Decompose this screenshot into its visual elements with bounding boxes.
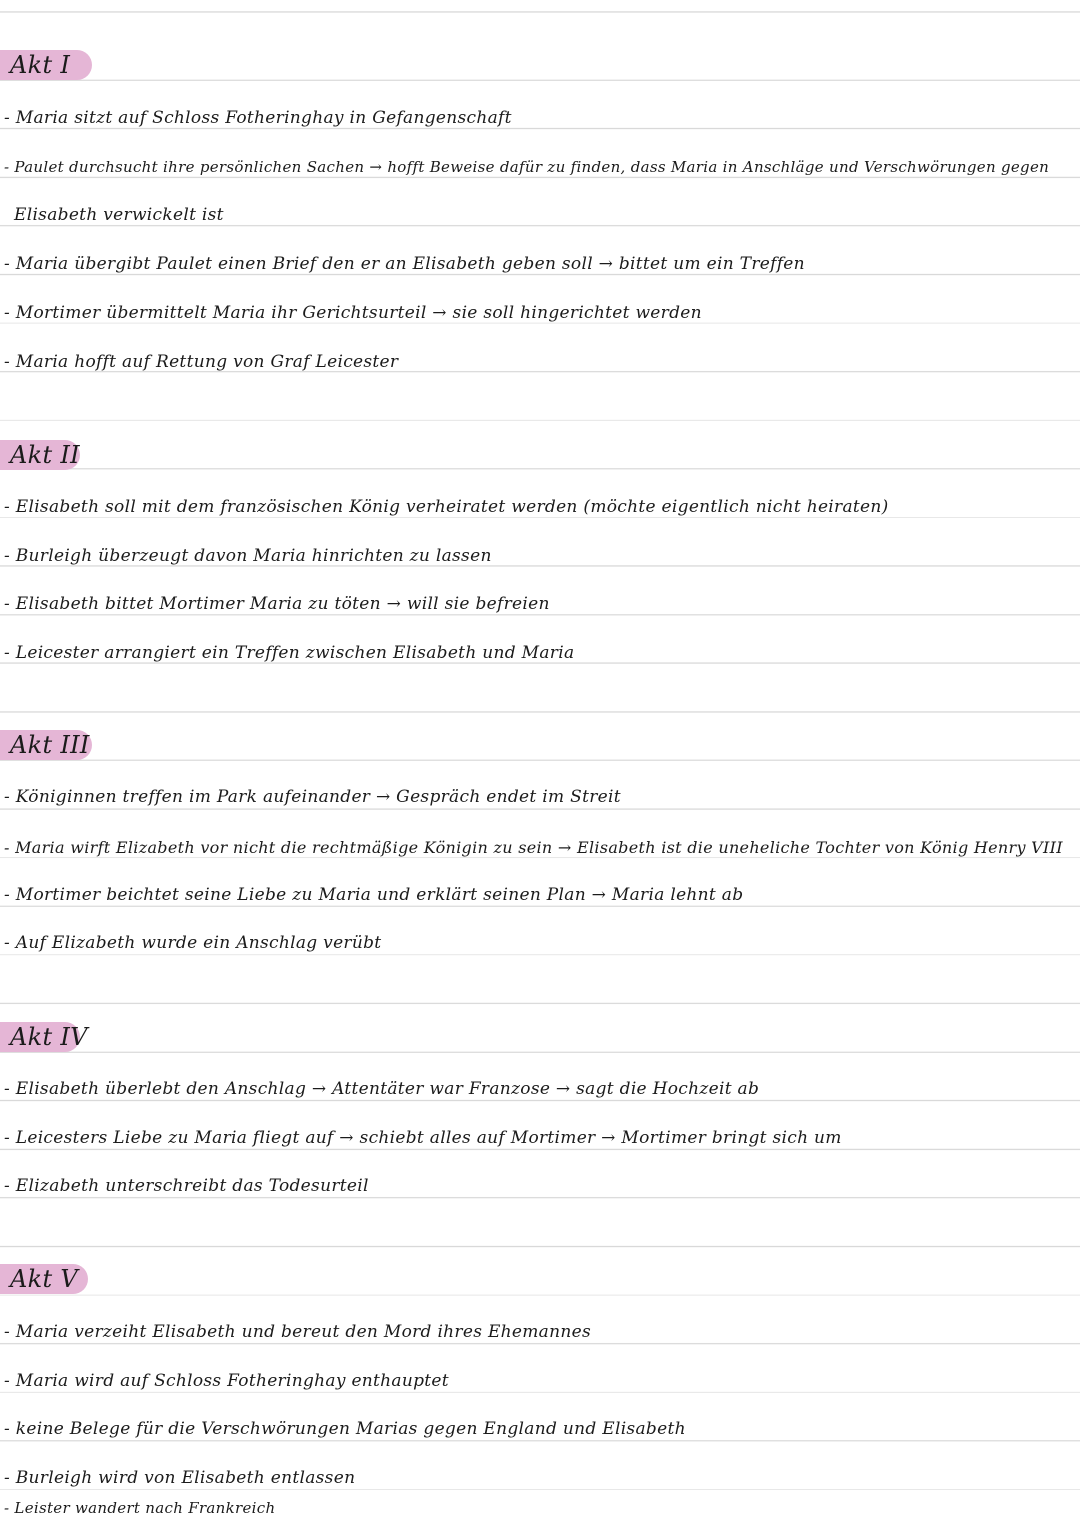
note-line: - Elisabeth bittet Mortimer Maria zu töten → will sie befreien: [4, 594, 550, 614]
note-line: - Maria verzeiht Elisabeth und bereut den Mord ihres Ehemannes: [4, 1322, 591, 1342]
note-line: - Mortimer übermittelt Maria ihr Gerichtsurteil → sie soll hingerichtet werden: [4, 303, 702, 323]
note-line: - Maria übergibt Paulet einen Brief den er an Elisabeth geben soll → bittet um ein Treffen: [4, 254, 805, 274]
note-line: - keine Belege für die Verschwörungen Marias gegen England und Elisabeth: [4, 1419, 686, 1439]
heading-text: Akt V: [10, 1265, 78, 1293]
note-line: - Elisabeth überlebt den Anschlag → Attentäter war Franzose → sagt die Hochzeit ab: [4, 1079, 760, 1099]
note-line: - Mortimer beichtet seine Liebe zu Maria und erklärt seinen Plan → Maria lehnt ab: [4, 885, 744, 905]
note-line: - Leicesters Liebe zu Maria fliegt auf → schiebt alles auf Mortimer → Mortimer bringt sich um: [4, 1128, 842, 1148]
note-line: - Elizabeth unterschreibt das Todesurteil: [4, 1176, 369, 1196]
note-line: - Maria wird auf Schloss Fotheringhay enthauptet: [4, 1371, 449, 1391]
note-line: - Maria wirft Elizabeth vor nicht die rechtmäßige Königin zu sein → Elisabeth ist die uneheliche Tochter von König Henry VIII: [4, 838, 1063, 857]
note-line: Elisabeth verwickelt ist: [14, 205, 224, 225]
note-line: - Maria hofft auf Rettung von Graf Leicester: [4, 352, 399, 372]
note-line: - Paulet durchsucht ihre persönlichen Sachen → hofft Beweise dafür zu finden, dass Maria in Anschläge und Verschwörungen gegen: [4, 158, 1050, 176]
note-line: - Auf Elizabeth wurde ein Anschlag verübt: [4, 933, 382, 953]
heading-text: Akt IV: [10, 1023, 88, 1051]
note-line: - Maria sitzt auf Schloss Fotheringhay in Gefangenschaft: [4, 108, 512, 128]
note-line: - Leicester arrangiert ein Treffen zwischen Elisabeth und Maria: [4, 643, 575, 663]
note-line: - Burleigh wird von Elisabeth entlassen: [4, 1468, 356, 1488]
heading-text: Akt I: [10, 51, 71, 79]
note-line: - Königinnen treffen im Park aufeinander → Gespräch endet im Streit: [4, 787, 621, 807]
note-line: - Leister wandert nach Frankreich: [4, 1499, 276, 1517]
heading-text: Akt III: [10, 731, 90, 759]
note-line: - Elisabeth soll mit dem französischen König verheiratet werden (möchte eigentlich nicht heiraten): [4, 497, 889, 517]
heading-text: Akt II: [10, 441, 80, 469]
note-line: - Burleigh überzeugt davon Maria hinrichten zu lassen: [4, 546, 492, 566]
